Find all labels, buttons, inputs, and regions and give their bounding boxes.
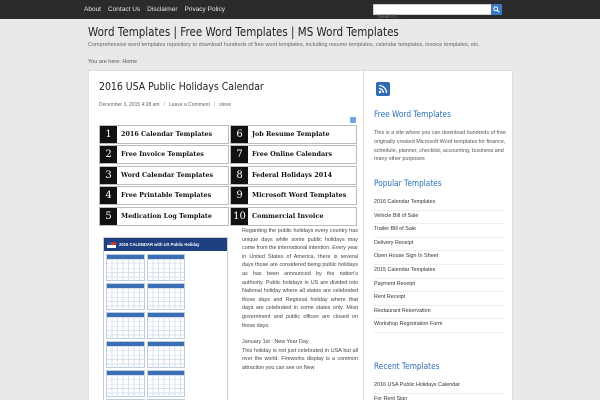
popular-template-link[interactable]: Vehicle Bill of Sale	[374, 211, 504, 225]
ad-link[interactable]	[99, 125, 229, 144]
comment-link[interactable]: Leave a Comment	[168, 102, 210, 108]
popular-templates-heading: Popular Templates	[374, 179, 442, 189]
post-date: December 3, 2015 4:28 am	[99, 102, 160, 108]
nav-privacy-policy[interactable]: Privacy Policy	[184, 6, 225, 13]
us-flag-icon	[107, 242, 116, 248]
ad-link-label: Free Invoice Templates	[121, 150, 204, 159]
popular-template-link[interactable]: Workshop Registration Form	[374, 319, 504, 333]
calendar-month	[147, 283, 186, 310]
ad-link-label: Medication Log Template	[121, 211, 212, 220]
ad-link-number: 3	[100, 167, 117, 184]
search-icon	[493, 6, 500, 13]
calendar-month	[106, 341, 145, 368]
popular-templates-list	[374, 197, 504, 333]
calendar-image-header	[104, 238, 227, 251]
rss-icon[interactable]	[376, 82, 390, 96]
meta-separator: /	[163, 102, 165, 108]
calendar-month	[106, 283, 145, 310]
ad-link[interactable]	[99, 166, 229, 185]
ad-link-label: 2016 Calendar Templates	[121, 130, 213, 138]
article-paragraph: This holiday is not just celebrated in USA but all over the world. Fireworks display is a common attraction you can see on New	[242, 347, 358, 371]
calendar-image-title: 2016 CALENDAR with US Public Holiday	[119, 242, 200, 247]
ad-link[interactable]	[99, 145, 229, 164]
calendar-month	[106, 312, 145, 339]
recent-template-link[interactable]: For Rent Sign	[374, 394, 504, 400]
calendar-month	[147, 370, 186, 397]
ad-link[interactable]	[99, 207, 229, 226]
ad-link[interactable]	[230, 125, 357, 144]
site-title[interactable]: Word Templates | Free Word Templates | MS Word Templates	[88, 25, 399, 39]
ad-link[interactable]	[230, 166, 357, 185]
ad-link[interactable]	[99, 186, 229, 205]
popular-template-link[interactable]: 2016 Calendar Templates	[374, 197, 504, 211]
ad-link-number: 5	[100, 208, 117, 225]
article-paragraph: January 1st : New Year Day	[242, 339, 309, 346]
ad-link-number: 1	[100, 126, 117, 143]
post-meta	[99, 102, 231, 108]
calendar-month	[147, 254, 186, 281]
top-nav	[84, 0, 232, 19]
ad-link-label: Commercial Invoice	[252, 211, 324, 220]
popular-template-link[interactable]: Delivery Receipt	[374, 238, 504, 252]
ad-link-label: Federal Holidays 2014	[252, 170, 333, 179]
popular-template-link[interactable]: Rent Receipt	[374, 292, 504, 306]
ad-link-number: 6	[231, 126, 248, 143]
recent-template-link[interactable]: 2016 USA Public Holidays Calendar	[374, 380, 504, 394]
sidebar-about-heading: Free Word Templates	[374, 110, 451, 120]
calendar-month	[106, 254, 145, 281]
nav-about[interactable]: About	[84, 6, 101, 13]
ad-link[interactable]	[230, 145, 357, 164]
ad-link-number: 10	[231, 208, 248, 225]
ad-link-number: 9	[231, 187, 248, 204]
site-tagline: Comprehensive word templates repository to download hundreds of free word templates, including resume templates, calendar templates, invoice templates, etc.	[88, 42, 480, 48]
ad-link-label: Microsoft Word Templates	[252, 191, 347, 200]
popular-template-link[interactable]: Restaurant Reservation	[374, 306, 504, 320]
popular-template-link[interactable]: Trailer Bill of Sale	[374, 224, 504, 238]
adchoices-icon[interactable]	[350, 117, 356, 123]
ad-link-label: Job Resume Template	[252, 130, 330, 138]
recent-templates-list	[374, 380, 504, 400]
calendar-month	[147, 312, 186, 339]
calendar-image[interactable]	[103, 237, 228, 400]
ad-link-label: Free Printable Templates	[121, 191, 212, 200]
ad-link[interactable]	[230, 186, 357, 205]
nav-contact-us[interactable]: Contact Us	[108, 6, 141, 13]
ad-link-number: 4	[100, 187, 117, 204]
post-author[interactable]: steve	[219, 102, 232, 108]
calendar-month	[147, 341, 186, 368]
ad-link-label: Word Calendar Templates	[121, 170, 214, 179]
article-body	[242, 227, 358, 381]
calendar-month	[106, 370, 145, 397]
calendar-months	[104, 251, 227, 400]
nav-disclaimer[interactable]: Disclaimer	[147, 6, 178, 13]
sidebar-about-text: This is a site where you can download hundreds of free originally created Microsoft Word templates for finance, schedule, planner, checklist, accounting, business and many other purposes	[374, 130, 506, 163]
breadcrumb: You are here: Home	[88, 59, 138, 65]
popular-template-link[interactable]: Payment Receipt	[374, 279, 504, 293]
ad-link-number: 7	[231, 146, 248, 163]
main-content	[88, 70, 364, 400]
top-bar	[0, 0, 600, 19]
article-paragraph: Regarding the public holidays every country has unique days while some public holidays may come from the international intention. Every year in United States of America, there is several days those are considered being public holidays as has been announced by the nation's authority. Public holidays in US are divided into National holiday where all states are celebrated those days and Regional holiday where that days are celebrated in some states only. Most government and public offices are closed on those days.	[242, 228, 358, 329]
search-box	[373, 4, 502, 15]
ad-link-number: 8	[231, 167, 248, 184]
post-title[interactable]: 2016 USA Public Holidays Calendar	[99, 80, 264, 93]
search-button[interactable]	[491, 4, 502, 15]
ad-links-grid	[99, 125, 357, 227]
ad-link[interactable]	[230, 207, 357, 226]
ad-link-number: 2	[100, 146, 117, 163]
search-input[interactable]	[374, 13, 490, 22]
meta-separator: /	[213, 102, 216, 108]
ad-link-label: Free Online Calendars	[252, 150, 333, 159]
recent-templates-heading: Recent Templates	[374, 362, 440, 372]
popular-template-link[interactable]: Open House Sign In Sheet	[374, 251, 504, 265]
sidebar	[364, 70, 513, 400]
popular-template-link[interactable]: 2015 Calendar Templates	[374, 265, 504, 279]
